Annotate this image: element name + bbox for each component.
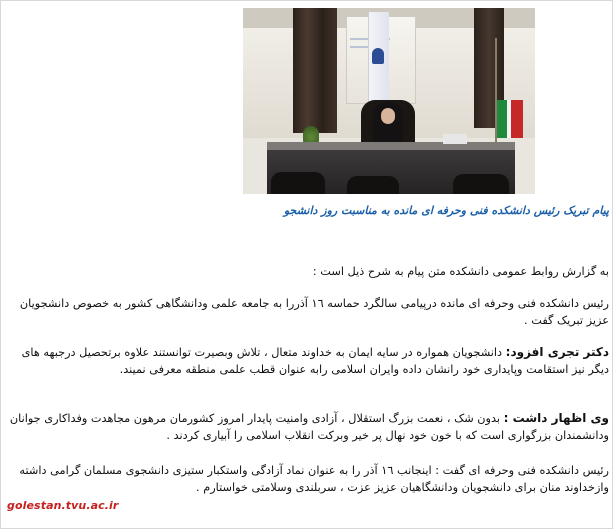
paragraph-3-lead: وی اظهار داشت : (503, 411, 609, 425)
photo-flag-red (511, 100, 523, 138)
photo-chair (271, 172, 325, 194)
article-headline: پیام تبریک رئیس دانشکده فنی وحرفه ای مانده به مناسبت روز دانشجو (283, 204, 609, 217)
photo-banner-logo (372, 48, 384, 64)
photo-chair (453, 174, 509, 194)
photo-monitor (443, 134, 467, 144)
photo-curtain-left (293, 8, 337, 133)
article-intro: به گزارش روابط عمومی دانشکده متن پیام به شرح ذیل است : (312, 265, 609, 278)
article-paragraph-3 (9, 410, 609, 444)
photo-desk-top (267, 142, 515, 150)
photo-chair (347, 176, 399, 194)
paragraph-2-body: دانشجویان همواره در سایه ایمان به خداوند متعال ، تلاش وبصیرت توانستند علاوه برتحصیل درجبهه های دیگر نیز استقامت وپایداری خود رانشان داده وایران اسلامی رابه عنوان قطب علمی منطقه معرفی نمیند. (21, 346, 609, 376)
photo-flag-green (497, 100, 507, 138)
article-paragraph-1: رئیس دانشکده فنی وحرفه ای مانده درپیامی سالگرد حماسه ١٦ آذررا به جامعه علمی ودانشگاهی کشور به خصوص دانشجویان عزیز تبریک گفت . (19, 297, 609, 327)
paragraph-3-body: بدون شک ، نعمت بزرگ استقلال ، آزادی وامنیت پایدار امروز کشورمان مرهون مجاهدت وفداکاری جوانان ودانشمندان بزرگواری است که با خون خود نهال پر خیر وبرکت انقلاب اسلامی را آبیاری کردند . (9, 412, 609, 442)
photo-person-face (381, 108, 395, 124)
site-watermark: golestan.tvu.ac.ir (7, 499, 119, 512)
paragraph-2-lead: دکتر تجری افزود: (505, 345, 609, 359)
article-paragraph-2 (9, 344, 609, 378)
article-paragraph-4: رئیس دانشکده فنی وحرفه ای گفت : اینجانب ١٦ آذر را به عنوان نماد آزادگی واستکبار ستیزی دانشجوی مسلمان گرامی داشته وازخداوند منان برای دانشجویان ودانشگاهیان عزیز عزت ، سربلندی وسلامتی خواستارم . (19, 464, 609, 494)
article-photo (243, 8, 535, 194)
